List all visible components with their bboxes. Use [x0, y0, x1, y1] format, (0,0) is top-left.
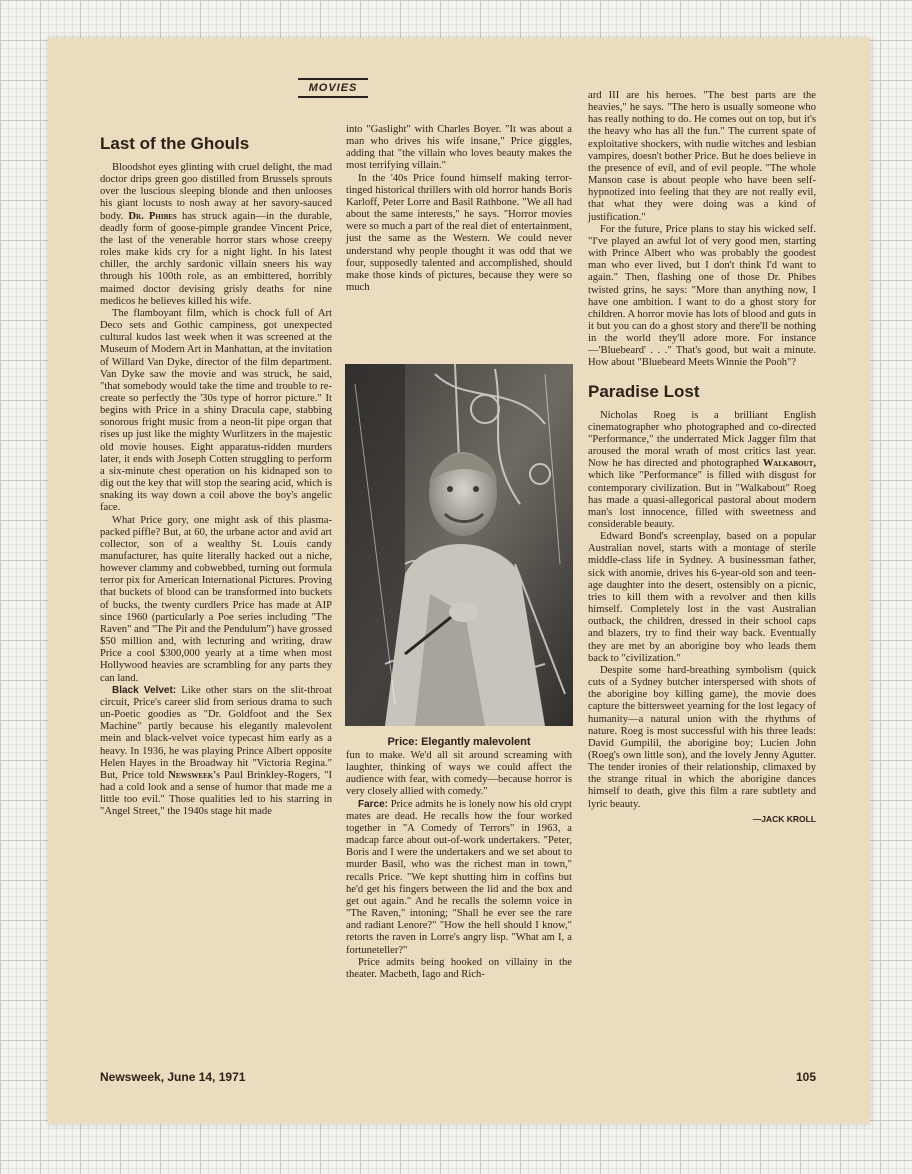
column-2-top: [346, 124, 572, 294]
paragraph: In the '40s Price found himself making terror-tinged historical thrillers with old horror hands Boris Karloff, Peter Lorre and Basil Rathbone. "We all had about the same interests," he says. "Horror movies were so much a part of the real diet of entertainment, just the same as the Western. We could never understand why people thought it was odd that we four, supposedly talented and accomplished, should make those kinds of pictures, because they were so much: [346, 172, 572, 294]
column-1: [100, 134, 332, 818]
article-title: Paradise Lost: [588, 381, 700, 401]
page-number: 105: [796, 1070, 817, 1084]
paragraph: Edward Bond's screenplay, based on a popular Australian novel, starts with a montage of sterile middle-class life in Sydney. A businessman father, sick with anomie, drives his 6-year-old son and teen-age daughter into the desert, ostensibly on a picnic, tries to kill them with a revolver and then kills himself. Completely lost in the vast Australian outback, the children, dressed in their school caps and blazers, try to find their way back. Eventually they are met by an aborigine boy who leads them back to "civilization.": [588, 531, 816, 664]
paragraph: Despite some hard-breathing symbolism (quick cuts of a Sydney butcher interspersed with shots of the aborigine boy killing game), the movie does capture the bittersweet yearning for the lost legacy of humanity—a natural union with the rhythms of nature. Roeg is most successful with his three leads: David Gumpilil, the aborigine boy; Lucien John (Roeg's own little son), and the lovely Jenny Agutter. The tender ironies of their relationship, climaxed by the strange ritual in which the aborigine dances himself to death, give this film a rare subtlety and lyric beauty.: [588, 664, 816, 810]
subhead: Black Velvet:: [112, 684, 177, 696]
film-title: Walkabout,: [762, 458, 816, 470]
masthead-date: Newsweek, June 14, 1971: [100, 1070, 246, 1084]
paragraph: Farce: Price admits he is lonely now his old crypt mates are dead. He recalls how the four worked together in "A Comedy of Terrors" in 1963, a madcap farce about out-of-work undertakers. "Peter, Boris and I were the undertakers and we set about to murder Basil, who was the richest man in town," recalls Price. "We kept shutting him in coffins but he'd get his fingers between the lid and the box and get out again." And he recalls the solemn voice in "The Raven," intoning; "Shall he ever see the rare and radiant Lenore?" "How the hell should I know," retorts the raven in Lorre's angry lisp. "What am I, a fortuneteller?": [346, 798, 572, 956]
paragraph: For the future, Price plans to stay his wicked self. "I've played an awful lot of very good men, starting with Prince Albert who was probably the goodest man who ever lived, but I don't think I'd want to again." Then, flashing one of those Dr. Phibes twisted grins, he says: "More than anything now, I have one ambition. I want to do a ghost story for children. A horror movie has lots of blood and guts in it but you can do a ghost story and there'll be nothing in the world they'll adore more. For instance—'Bluebeard' . . ." That's good, but wait a minute. How about "Bluebeard Meets Winnie the Pooh"?: [588, 223, 816, 369]
paragraph: fun to make. We'd all sit around screaming with laughter, thinking of ways we could affect the audience with fear, with comedy—because horror is very closely allied with comedy.": [346, 750, 572, 798]
magazine-page: [48, 38, 870, 1124]
paragraph: ard III are his heroes. "The best parts are the heavies," he says. "The hero is usually someone who has really nothing to do. He comes out on top, but it's the heavy who has all the fun." The current spate of exploitative shockers, with nudie witches and lesbian vampires, doesn't bother Price. But he does believe in the presence of evil, and of evil people. "The whole Manson case is about people who have been self-hypnotized into feeling that they are not really evil, that what they were doing was a kind of justification.": [588, 90, 816, 223]
paragraph: Price admits being hooked on villainy in the theater. Macbeth, Iago and Rich-: [346, 956, 572, 980]
vincent-price-photo: [345, 364, 573, 726]
paragraph: into "Gaslight" with Charles Boyer. "It was about a man who drives his wife insane," Price giggles, adding that "the villain who loves beauty makes the most terrifying villain.": [346, 124, 572, 172]
article-title: Last of the Ghouls: [100, 134, 250, 153]
paragraph: Black Velvet: Like other stars on the slit-throat circuit, Price's career slid from serious drama to such un-Poetic goodies as "Dr. Goldfoot and the Sex Machine" partly because his elegantly malevolent mein and black-velvet voice typecast him early as a heavy. In 1936, he was playing Prince Albert opposite Helen Hayes in the Broadway hit "Victoria Regina." But, Price told Newsweek's Paul Brinkley-Rogers, "I had a cold look and a sense of humor that made me a little too evil." Those qualities led to his starring in "Angel Street," the 1940s stage hit made: [100, 684, 332, 818]
column-3: [588, 90, 816, 825]
film-title: Dr. Phibes: [128, 210, 177, 222]
magazine-name: Newsweek's: [168, 769, 221, 781]
photo-image: [345, 364, 573, 726]
photo-caption: Price: Elegantly malevolent: [387, 736, 531, 748]
paragraph: The flamboyant film, which is chock full of Art Deco sets and Gothic campiness, got unexpected cultural kudos last week when it was screened at the Museum of Modern Art in Manhattan, at the invitation of Willard Van Dyke, director of the film department. Van Dyke saw the movie and was struck, he said, "that somebody would take the time and trouble to re-create so perfectly the '30s type of horror picture." It begins with Price in a shiny Dracula cape, stabbing sonorous fright music from a neon-lit pipe organ that rises up just like the mighty Wurlitzers in the majestic old movie houses. Eight apparatus-ridden murders later, it ends with Joseph Cotten struggling to perform a six-minute chest operation on his kidnaped son to dig out the key that will stop the searing acid, which is snaking its way down a coil above the boy's angelic face.: [100, 307, 332, 514]
column-2-bottom: [346, 750, 572, 981]
section-label: MOVIES: [298, 78, 368, 98]
paragraph: Nicholas Roeg is a brilliant English cinematographer who photographed and co-directed "Performance," the underrated Mick Jagger film that aroused the moral wrath of most critics last year. Now he has directed and photographed Walkabout, which like "Performance" is filled with disgust for contemporary civilization. But in "Walkabout" Roeg has made a quasi-allegorical pastoral about modern man's lost innocence, filled with sweetness and considerable beauty.: [588, 409, 816, 530]
subhead: Farce:: [358, 798, 389, 810]
paragraph: Bloodshot eyes glinting with cruel delight, the mad doctor drips green goo distilled from Brussels sprouts over the luscious sleeping blonde and then unlooses his giant locusts to nosh away at her savory-sauced body. Dr. Phibes has struck again—in the durable, deadly form of goose-pimple grandee Vincent Price, the last of the venerable horror stars whose creepy roles make kids cry for a night light. In his latest chiller, the archly sardonic villain sneers his way through his 100th role, as an embittered, horribly maimed doctor devising grisly deaths for nine medicos he believes killed his wife.: [100, 162, 332, 307]
byline: —JACK KROLL: [752, 813, 816, 824]
paragraph: What Price gory, one might ask of this plasma-packed piffle? But, at 60, the urbane actor and avid art collector, son of a wealthy St. Louis candy manufacturer, has quite literally hacked out a niche, however clammy and cobwebbed, turning out formula terror pix for American International Pictures. Proving that buckets of blood can be transformed into buckets of bucks, the twenty curdlers Price has made at AIP since 1960 (particularly a Poe series including "The Raven" and "The Pit and the Pendulum") have grossed $50 million and, with lecturing and writing, draw Price a cool $300,000 yearly at a time when most Hollywood heavies are scrambling for any parts they can land.: [100, 514, 332, 684]
